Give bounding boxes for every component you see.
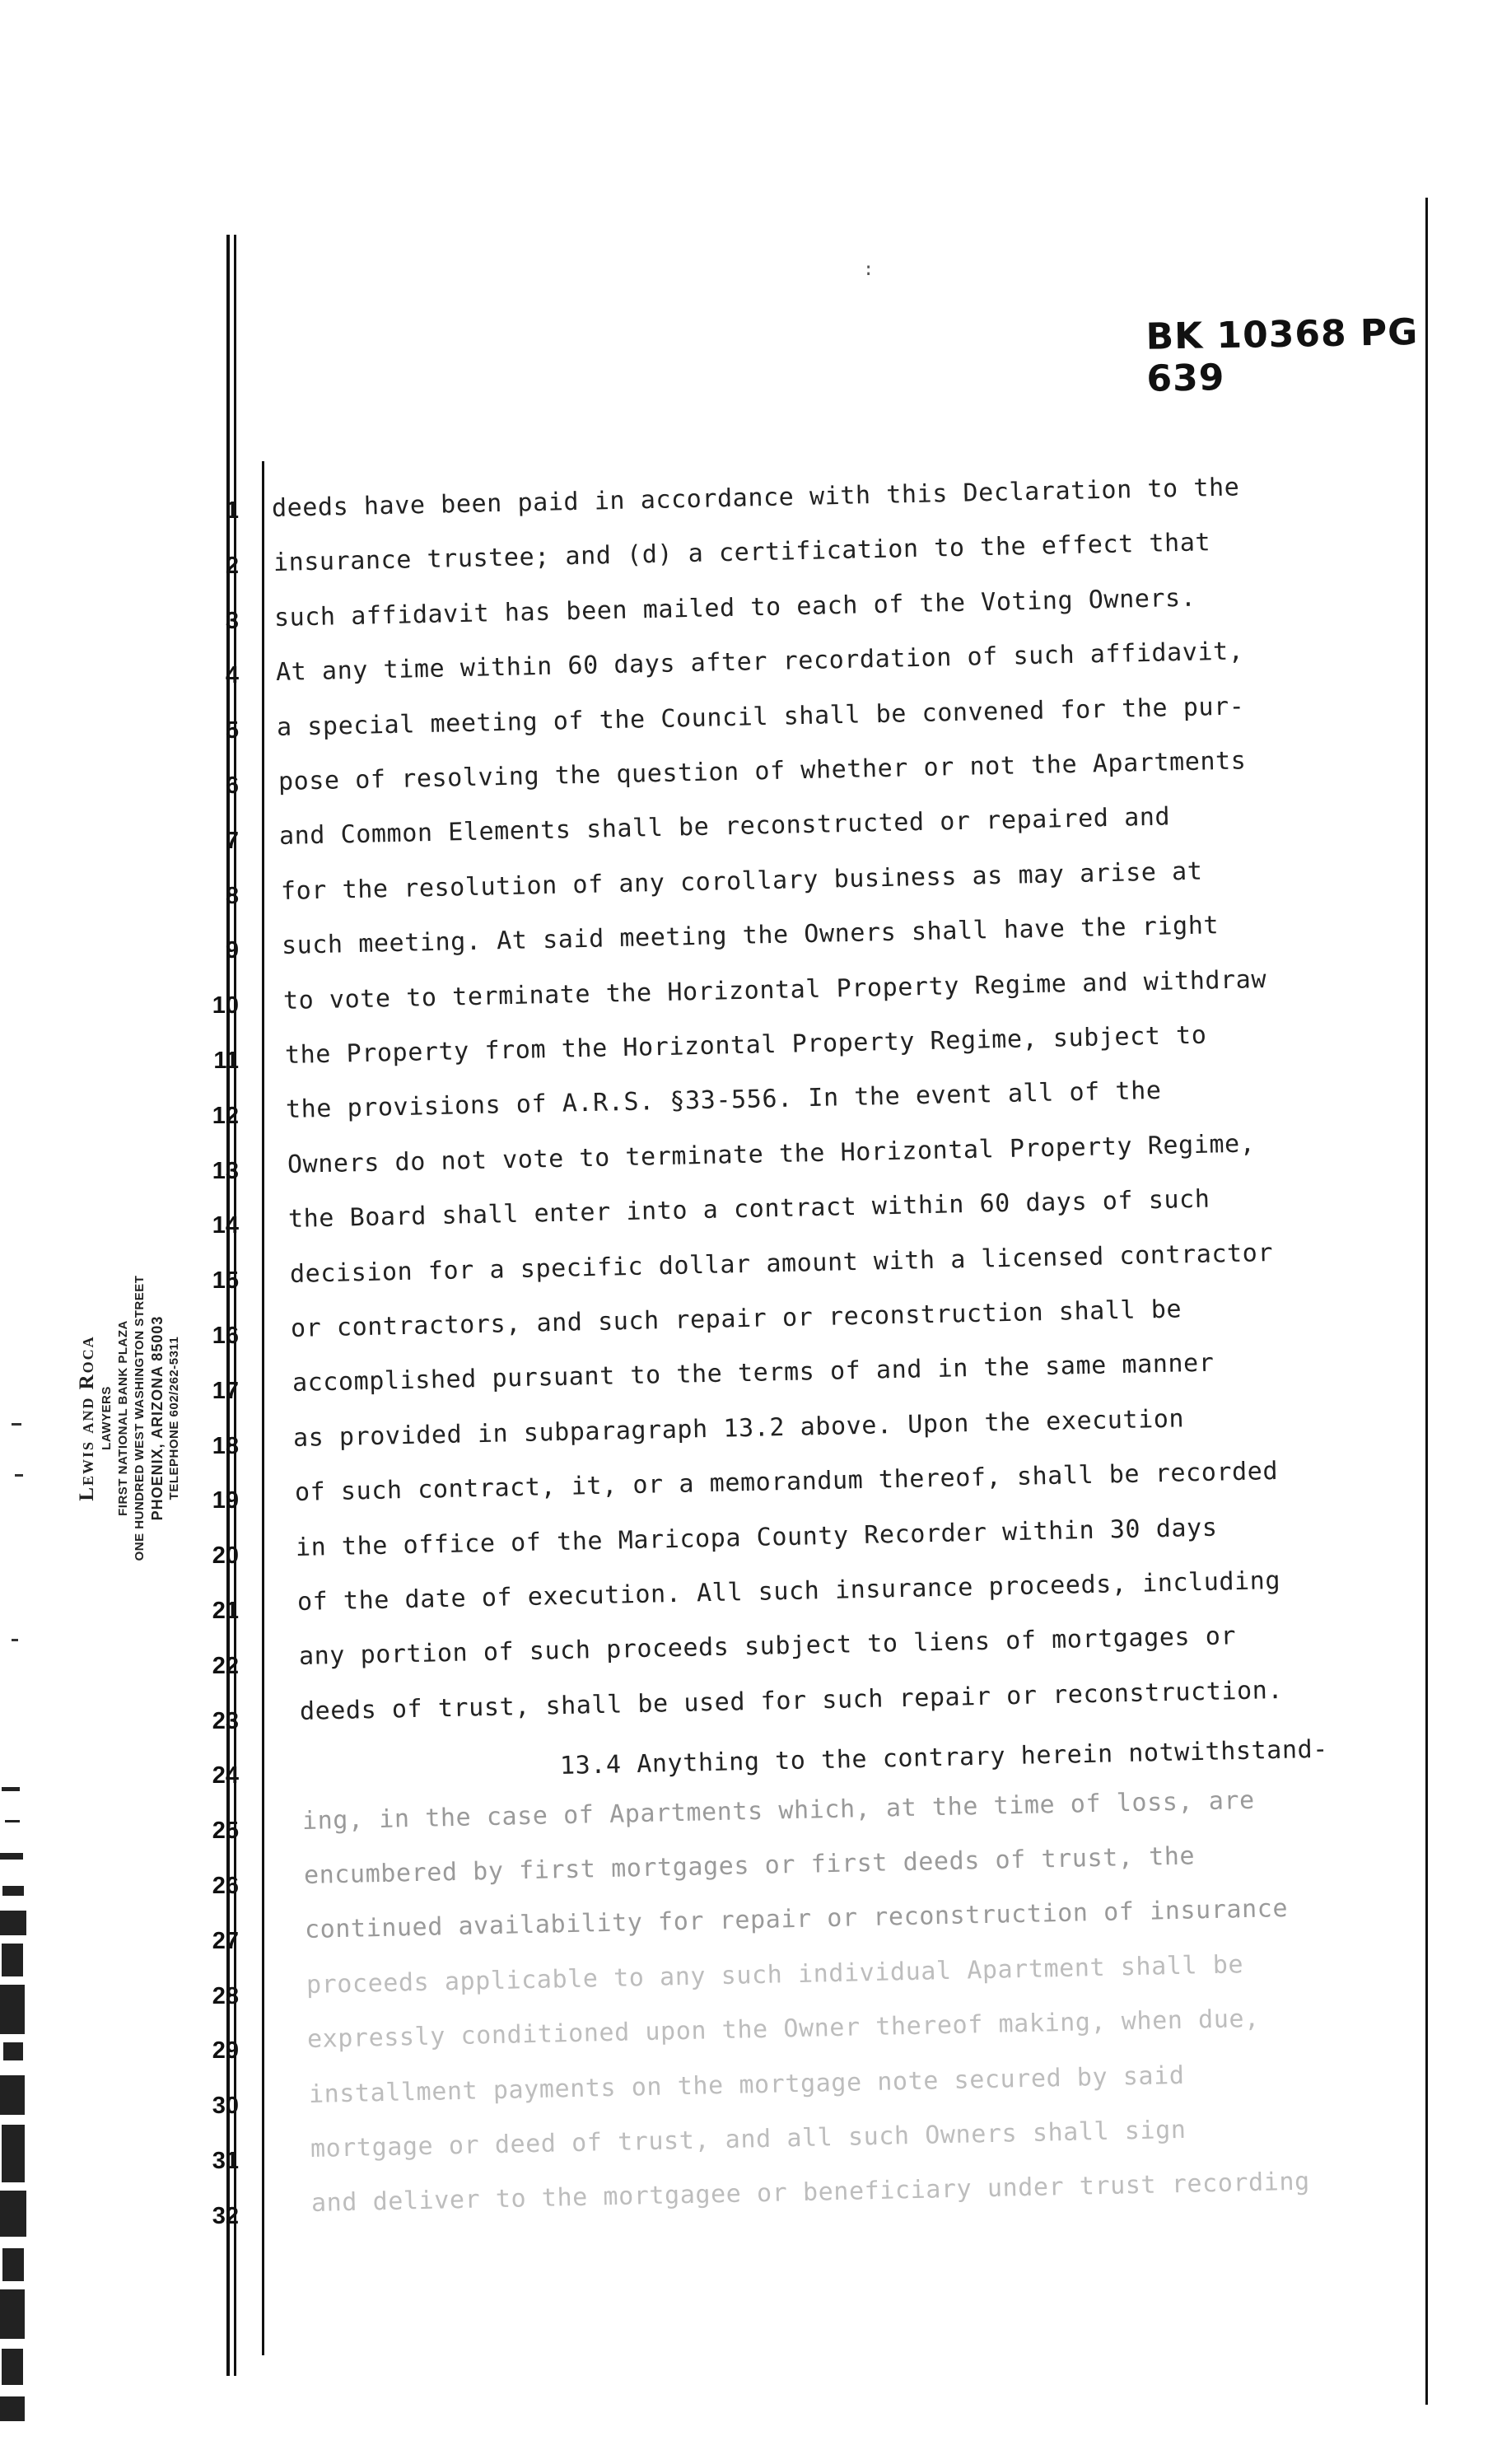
body-text-line: installment payments on the mortgage note secured by said (308, 2060, 1185, 2109)
line-number: 15 (212, 1267, 239, 1295)
line-number: 24 (212, 1762, 239, 1790)
line-number: 11 (213, 1048, 239, 1074)
body-text-line: to vote to terminate the Horizontal Property Regime and withdraw (282, 964, 1267, 1015)
line-number: 7 (225, 827, 239, 854)
line-number: 28 (212, 1982, 239, 2009)
margin-speck (15, 1474, 23, 1477)
firm-title: LAWYERS (100, 1386, 114, 1450)
line-number: 13 (212, 1157, 239, 1184)
body-text-line: continued availability for repair or reconstruction of insurance (304, 1894, 1289, 1945)
body-text-line: and deliver to the mortgagee or beneficiary under trust recording (310, 2167, 1311, 2219)
line-number: 2 (225, 552, 239, 579)
top-mark: : (863, 259, 875, 280)
body-text-line: Owners do not vote to terminate the Horizontal Property Regime, (287, 1129, 1256, 1179)
body-text-line: encumbered by first mortgages or first deeds of trust, the (303, 1841, 1196, 1890)
line-number: 32 (212, 2202, 239, 2229)
body-text-line: deeds of trust, shall be used for such repair or reconstruction. (299, 1675, 1284, 1726)
line-number: 20 (212, 1542, 239, 1570)
firm-phone: TELEPHONE 602/262-5311 (167, 1336, 181, 1500)
body-text-line: accomplished pursuant to the terms of and in the same manner (292, 1348, 1215, 1398)
body-text-line: ing, in the case of Apartments which, at the time of loss, are (301, 1785, 1256, 1836)
line-number: 3 (225, 607, 239, 634)
body-text-line: 13.4 Anything to the contrary herein notwithstand- (559, 1734, 1329, 1781)
body-text-line: and Common Elements shall be reconstructed or repaired and (278, 802, 1171, 852)
body-text-line: At any time within 60 days after recordation of such affidavit, (275, 637, 1244, 688)
body-text-line: of such contract, it, or a memorandum thereof, shall be recorded (294, 1457, 1279, 1508)
scan-edge-artifact (0, 1762, 28, 2438)
book-page-stamp: BK 10368 PG 639 (1145, 311, 1419, 400)
body-text-line: proceeds applicable to any such individual Apartment shall be (306, 1949, 1244, 2000)
line-number: 9 (225, 937, 239, 964)
line-number: 29 (212, 2037, 239, 2065)
line-number: 22 (212, 1652, 239, 1679)
line-number: 23 (212, 1707, 239, 1734)
line-number: 31 (212, 2148, 239, 2174)
line-number: 14 (212, 1212, 239, 1239)
line-number: 30 (212, 2093, 239, 2120)
line-number: 21 (212, 1598, 239, 1624)
line-number: 18 (212, 1432, 239, 1459)
right-margin-rule (1425, 198, 1428, 2405)
line-number: 19 (212, 1487, 239, 1514)
line-number: 25 (212, 1818, 239, 1845)
firm-address-line-1: FIRST NATIONAL BANK PLAZA (116, 1320, 130, 1516)
body-text-line: pose of resolving the question of whether or not the Apartments (278, 746, 1247, 796)
body-text-line: the provisions of A.R.S. §33-556. In the event all of the (285, 1076, 1162, 1125)
line-number: 1 (225, 497, 239, 524)
firm-city: PHOENIX, ARIZONA 85003 (149, 1315, 166, 1521)
body-text-line: the Property from the Horizontal Property Regime, subject to (284, 1020, 1207, 1070)
line-number: 16 (212, 1323, 239, 1349)
line-number: 5 (225, 717, 239, 744)
line-number: 8 (225, 882, 239, 909)
line-number: 6 (225, 772, 239, 799)
line-number: 10 (212, 992, 239, 1020)
body-text-line: decision for a specific dollar amount with a licensed contractor (289, 1238, 1274, 1289)
margin-speck (12, 1639, 18, 1641)
body-text-line: mortgage or deed of trust, and all such Owners shall sign (310, 2115, 1187, 2163)
body-text-line: or contractors, and such repair or reconstruction shall be (290, 1295, 1182, 1343)
line-number: 4 (225, 662, 239, 689)
body-text-line: as provided in subparagraph 13.2 above. Upon the execution (292, 1404, 1185, 1453)
body-text-line: such affidavit has been mailed to each of the Voting Owners. (273, 583, 1196, 632)
body-text-line: a special meeting of the Council shall be convened for the pur- (276, 691, 1245, 742)
body-text-line: for the resolution of any corollary business as may arise at (280, 856, 1203, 906)
body-text-line: of the date of execution. All such insurance proceeds, including (296, 1566, 1281, 1617)
line-number: 26 (212, 1873, 239, 1899)
body-text-line: in the office of the Maricopa County Recorder within 30 days (296, 1513, 1219, 1562)
body-text-line: deeds have been paid in accordance with this Declaration to the (271, 473, 1240, 523)
body-text-line: expressly conditioned upon the Owner thereof making, when due, (306, 2004, 1261, 2055)
body-text-line: insurance trustee; and (d) a certification to the effect that (273, 528, 1211, 578)
line-number: 27 (212, 1927, 239, 1954)
margin-speck (12, 1423, 21, 1426)
body-text-line: the Board shall enter into a contract within 60 days of such (287, 1184, 1210, 1234)
body-text-line: such meeting. At said meeting the Owners shall have the right (281, 911, 1220, 961)
firm-name: Lewis and Roca (76, 1335, 98, 1501)
line-number: 17 (212, 1377, 239, 1404)
line-number: 12 (212, 1102, 239, 1129)
body-text-line: any portion of such proceeds subject to liens of mortgages or (298, 1622, 1237, 1672)
firm-address-line-2: ONE HUNDRED WEST WASHINGTON STREET (133, 1275, 147, 1561)
